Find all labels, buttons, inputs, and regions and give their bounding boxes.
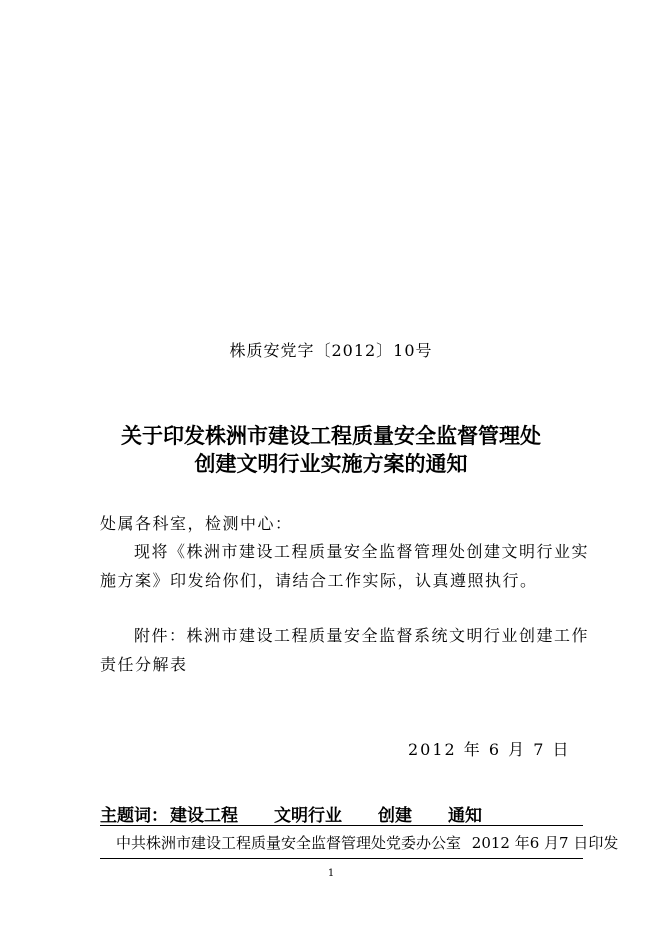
document-date: 2012 年 6 月 7 日	[408, 740, 571, 759]
page-number: 1	[327, 868, 335, 879]
keyword: 通知	[448, 806, 482, 826]
keyword: 建设工程	[170, 806, 238, 826]
document-title	[0, 422, 662, 478]
issue-date: 2012 年6 月7 日印发	[471, 834, 619, 852]
title-line-2: 创建文明行业实施方案的通知	[194, 452, 468, 476]
body-paragraph-attachment: 附件：株洲市建设工程质量安全监督系统文明行业创建工作责任分解表	[100, 626, 590, 674]
issuer-line	[116, 832, 618, 853]
title-line-1: 关于印发株洲市建设工程质量安全监督管理处	[121, 424, 541, 448]
keyword: 创建	[378, 806, 412, 826]
keywords-line	[100, 801, 518, 826]
keywords-label: 主题词：	[100, 806, 168, 826]
footer-top-rule	[100, 825, 583, 826]
document-number: 株质安党字〔2012〕10号	[229, 341, 433, 360]
keyword: 文明行业	[274, 806, 342, 826]
body-paragraph-notice: 现将《株洲市建设工程质量安全监督管理处创建文明行业实施方案》印发给你们，请结合工作实际，认真遵照执行。	[100, 542, 590, 590]
salutation: 处属各科室，检测中心：	[100, 514, 293, 533]
issuer-name: 中共株洲市建设工程质量安全监督管理处党委办公室	[116, 834, 462, 852]
footer-bottom-rule	[100, 858, 583, 859]
